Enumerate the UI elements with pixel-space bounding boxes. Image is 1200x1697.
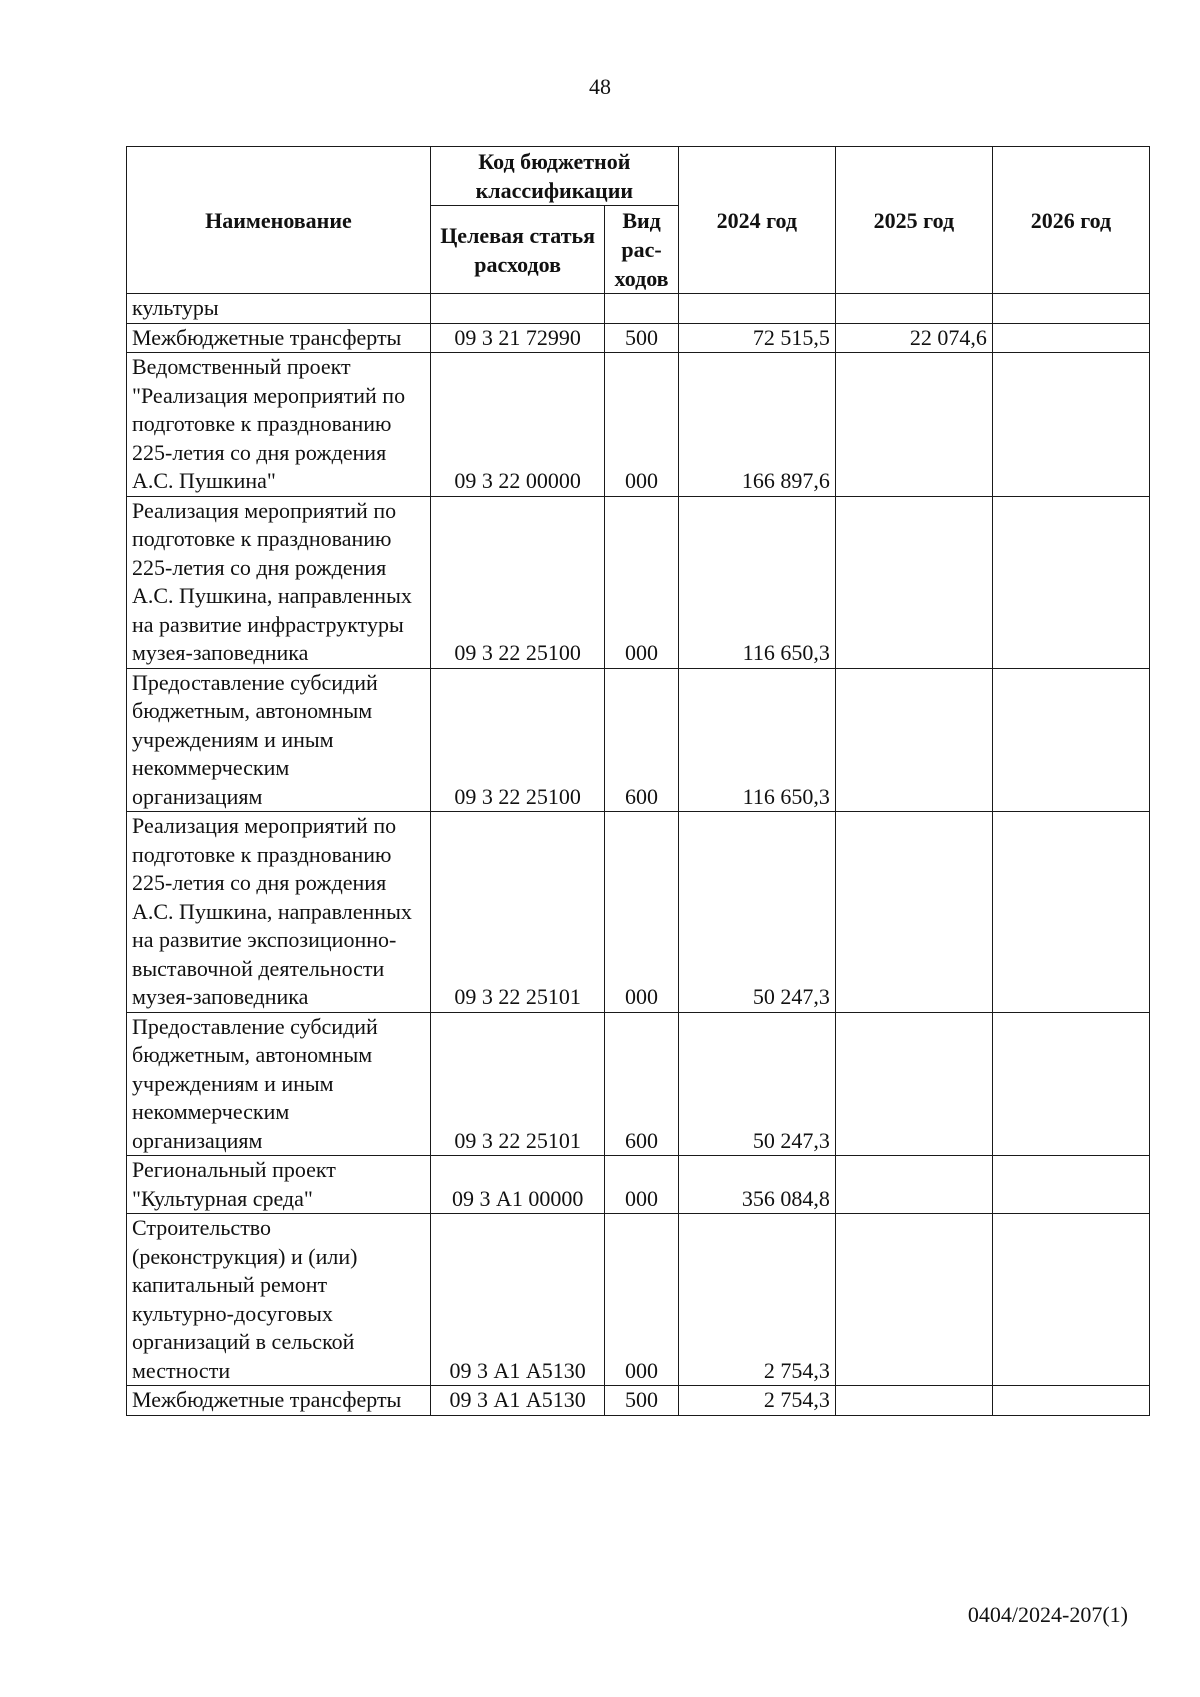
row-expense-type: 600 — [605, 1012, 678, 1156]
row-amount-2024 — [678, 294, 835, 324]
row-name: Предоставление субсидий бюджетным, автономным учреждениям и иным некоммерческим организациям — [127, 668, 431, 812]
row-amount-2024: 72 515,5 — [678, 323, 835, 353]
row-amount-2025 — [835, 496, 992, 668]
row-target-code: 09 3 22 25100 — [430, 668, 604, 812]
row-amount-2025 — [835, 1156, 992, 1214]
row-amount-2024: 2 754,3 — [678, 1386, 835, 1416]
row-expense-type: 500 — [605, 323, 678, 353]
row-amount-2024: 50 247,3 — [678, 1012, 835, 1156]
table-row — [127, 1156, 1150, 1214]
row-target-code: 09 3 А1 00000 — [430, 1156, 604, 1214]
table-row — [127, 353, 1150, 497]
row-amount-2026 — [992, 1214, 1149, 1386]
header-name: Наименование — [127, 147, 431, 294]
row-name: Строительство (реконструкция) и (или) капитальный ремонт культурно-досуговых организаций в сельской местности — [127, 1214, 431, 1386]
row-amount-2025: 22 074,6 — [835, 323, 992, 353]
row-name: культуры — [127, 294, 431, 324]
row-amount-2024: 2 754,3 — [678, 1214, 835, 1386]
row-amount-2024: 116 650,3 — [678, 668, 835, 812]
row-name: Реализация мероприятий по подготовке к празднованию 225-летия со дня рождения А.С. Пушкина, направленных на развитие экспозиционно-выставочной деятельности музея-заповедника — [127, 812, 431, 1013]
row-target-code: 09 3 22 00000 — [430, 353, 604, 497]
row-target-code: 09 3 22 25101 — [430, 1012, 604, 1156]
header-expense-type: Вид рас-ходов — [605, 206, 678, 294]
row-amount-2026 — [992, 323, 1149, 353]
row-amount-2026 — [992, 812, 1149, 1013]
row-amount-2026 — [992, 668, 1149, 812]
row-amount-2026 — [992, 496, 1149, 668]
page-number: 48 — [589, 74, 611, 99]
row-target-code: 09 3 22 25100 — [430, 496, 604, 668]
row-target-code — [430, 294, 604, 324]
row-expense-type: 000 — [605, 496, 678, 668]
row-amount-2024: 50 247,3 — [678, 812, 835, 1013]
row-expense-type: 000 — [605, 1156, 678, 1214]
row-name: Региональный проект "Культурная среда" — [127, 1156, 431, 1214]
budget-table — [126, 146, 1150, 1416]
header-row-1 — [127, 147, 1150, 206]
row-amount-2026 — [992, 294, 1149, 324]
row-name: Ведомственный проект "Реализация мероприятий по подготовке к празднованию 225-летия со дня рождения А.С. Пушкина" — [127, 353, 431, 497]
row-amount-2025 — [835, 812, 992, 1013]
row-amount-2026 — [992, 1012, 1149, 1156]
row-expense-type: 000 — [605, 1214, 678, 1386]
row-amount-2025 — [835, 1012, 992, 1156]
table-row — [127, 668, 1150, 812]
row-amount-2025 — [835, 1214, 992, 1386]
row-amount-2025 — [835, 668, 992, 812]
row-expense-type: 600 — [605, 668, 678, 812]
table-row — [127, 496, 1150, 668]
table-row — [127, 1214, 1150, 1386]
document-registration-code: 0404/2024-207(1) — [967, 1602, 1128, 1627]
row-name: Предоставление субсидий бюджетным, автономным учреждениям и иным некоммерческим организациям — [127, 1012, 431, 1156]
header-year-2026: 2026 год — [992, 147, 1149, 294]
row-target-code: 09 3 21 72990 — [430, 323, 604, 353]
header-target-article: Целевая статья расходов — [430, 206, 604, 294]
row-amount-2024: 166 897,6 — [678, 353, 835, 497]
row-name: Межбюджетные трансферты — [127, 323, 431, 353]
row-expense-type: 500 — [605, 1386, 678, 1416]
row-target-code: 09 3 22 25101 — [430, 812, 604, 1013]
row-name: Реализация мероприятий по подготовке к празднованию 225-летия со дня рождения А.С. Пушкина, направленных на развитие инфраструктуры музея-заповедника — [127, 496, 431, 668]
row-target-code: 09 3 А1 А5130 — [430, 1386, 604, 1416]
table-row — [127, 323, 1150, 353]
row-amount-2024: 356 084,8 — [678, 1156, 835, 1214]
row-amount-2026 — [992, 1386, 1149, 1416]
row-expense-type: 000 — [605, 812, 678, 1013]
header-year-2024: 2024 год — [678, 147, 835, 294]
header-year-2025: 2025 год — [835, 147, 992, 294]
row-amount-2025 — [835, 1386, 992, 1416]
row-expense-type: 000 — [605, 353, 678, 497]
row-name: Межбюджетные трансферты — [127, 1386, 431, 1416]
row-amount-2026 — [992, 1156, 1149, 1214]
table-row — [127, 294, 1150, 324]
row-amount-2026 — [992, 353, 1149, 497]
header-kbk-group: Код бюджетной классификации — [430, 147, 678, 206]
row-expense-type — [605, 294, 678, 324]
row-amount-2024: 116 650,3 — [678, 496, 835, 668]
row-amount-2025 — [835, 353, 992, 497]
row-amount-2025 — [835, 294, 992, 324]
table-row — [127, 812, 1150, 1013]
row-target-code: 09 3 А1 А5130 — [430, 1214, 604, 1386]
table-row — [127, 1012, 1150, 1156]
table-row — [127, 1386, 1150, 1416]
